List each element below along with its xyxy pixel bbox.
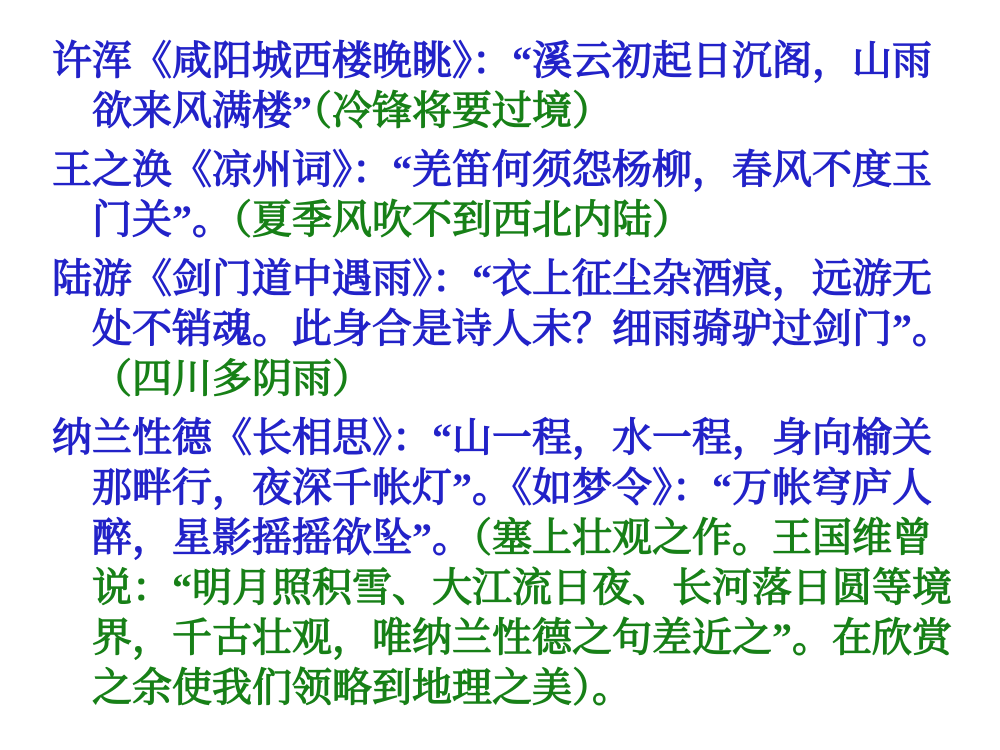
poem-text-segment: 许浑《咸阳城西楼晚眺》：“溪云初起日沉阁，山雨欲来风满楼”: [52, 38, 932, 133]
poem-paragraph-lu-you-jianmen: [52, 254, 956, 404]
annotation-segment: （四川多阴雨）: [92, 356, 372, 401]
poem-paragraph-wang-zhihuan-liangzhou: [52, 145, 956, 245]
poem-text-segment: 陆游《剑门道中遇雨》：“衣上征尘杂酒痕，远游无处不销魂。此身合是诗人未？细雨骑驴过剑门”。: [52, 256, 952, 351]
annotation-segment: （夏季风吹不到西北内陆）: [232, 197, 692, 242]
slide-text-area: [52, 36, 956, 713]
annotation-segment: （塞上壮观之作。王国维曾说：“明月照积雪、大江流日夜、长河落日圆等境界，千古壮观，唯纳兰性德之句差近之”。在欣赏之余使我们领略到地理之美）。: [92, 515, 952, 710]
poem-text-segment: 王之涣《凉州词》：“羌笛何须怨杨柳，春风不度玉门关”。: [52, 147, 932, 242]
poem-paragraph-nalan-xingde-changxiangsi: [52, 413, 956, 713]
poem-text-segment: 纳兰性德《长相思》：“山一程，水一程，身向榆关那畔行，夜深千帐灯”。《如梦令》：“万帐穹庐人醉，星影摇摇欲坠”。: [52, 415, 932, 560]
annotation-segment: （冷锋将要过境）: [312, 88, 612, 133]
poem-paragraph-xu-hun-xianyang: [52, 36, 956, 136]
